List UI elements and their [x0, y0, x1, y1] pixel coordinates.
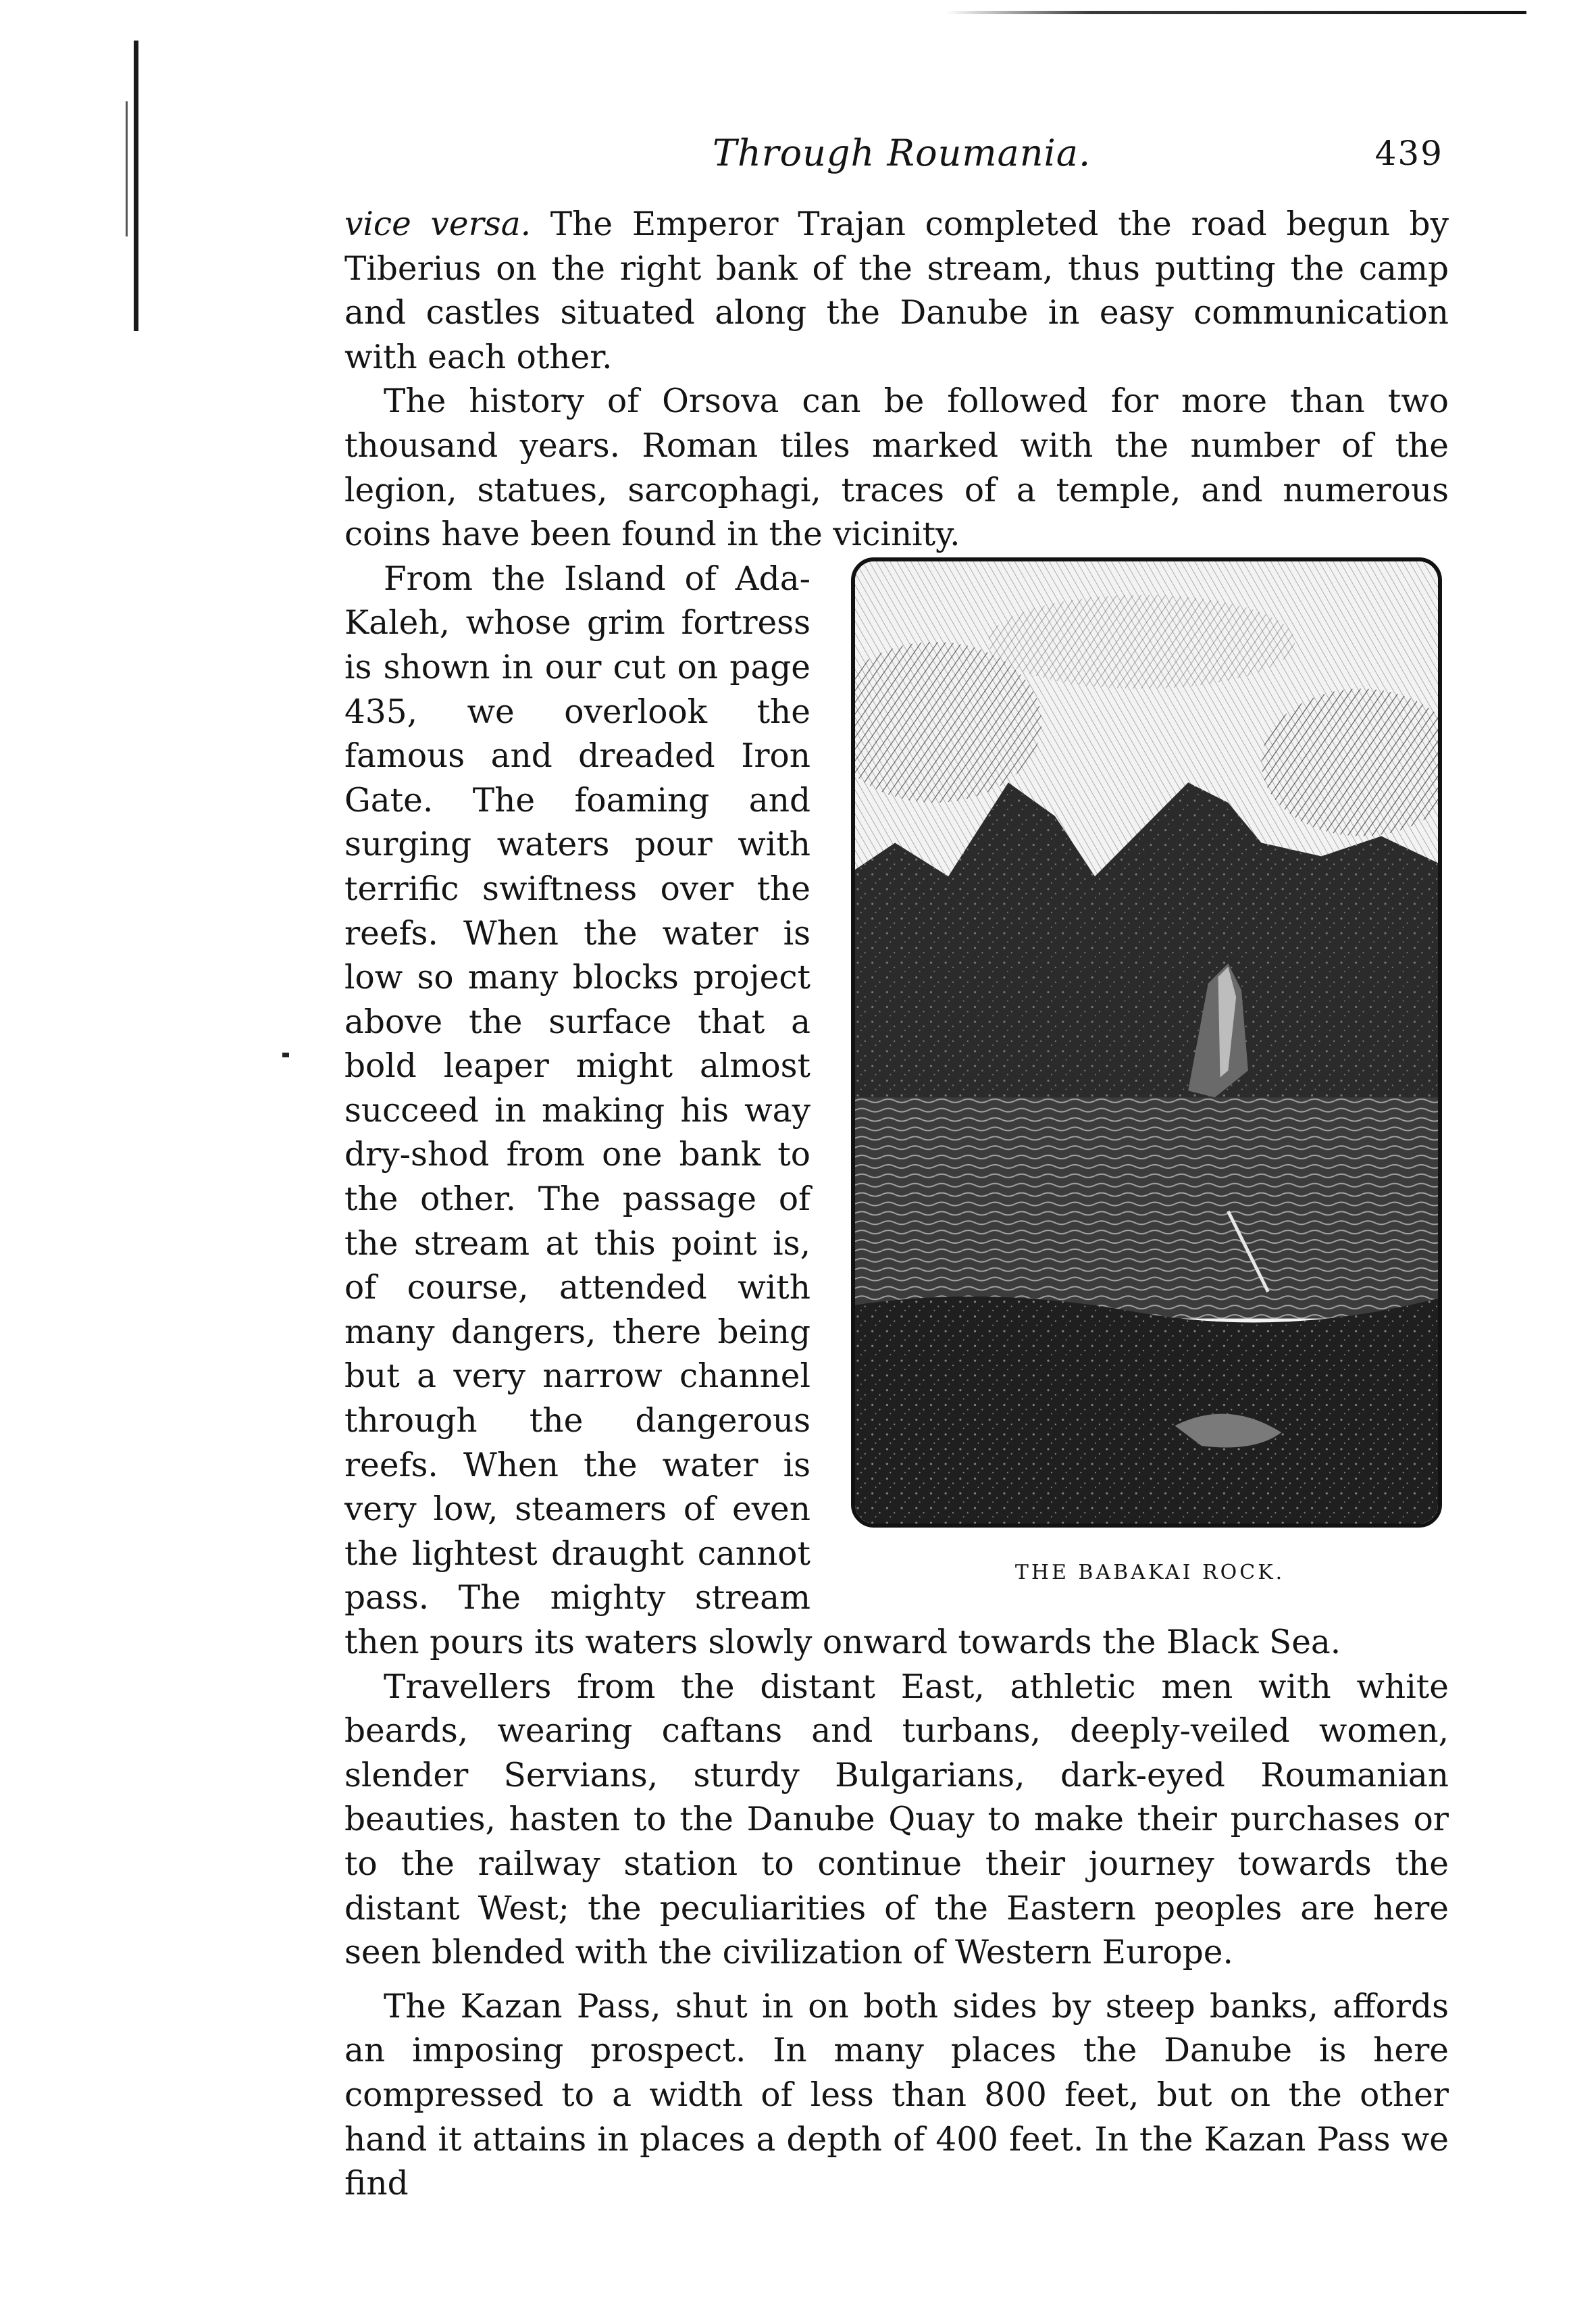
- page-header: [344, 130, 1449, 191]
- paragraph-3: From the Island of Ada-Kaleh, whose grim fortress is shown in our cut on page 435, we overlook the famous and dreaded Iron Gate. The foaming and surging waters pour with terrific swiftness over the reefs. When the water is low so many blocks project above the surface that a bold leaper might almost succeed in making his way dry-shod from one bank to the other. The passage of the stream at this point is, of course, attended with many dangers, there being but a very narrow channel through the dangerous reefs. When the water is very low, steamers of even the lightest draught cannot pass. The mighty stream then pours its waters slowly onward towards the Black Sea.: [344, 559, 1341, 1661]
- paragraph-1: [344, 203, 1449, 380]
- paragraph-gap: [344, 1976, 1449, 1985]
- paragraph-1-italic: vice versa.: [344, 205, 532, 243]
- engraving-illustration: [851, 557, 1442, 1528]
- running-title: Through Roumania.: [713, 132, 1091, 174]
- engraving-svg: [855, 561, 1438, 1524]
- paragraph-1-text: The Emperor Trajan completed the road begun by Tiberius on the right bank of the stream, thus putting the camp and castles situated along the Danube in easy communication with each other.: [344, 205, 1449, 376]
- binding-edge-mark-secondary: [126, 101, 128, 236]
- cloud-top: [988, 595, 1295, 688]
- figure-caption: THE BABAKAI ROCK.: [1014, 1560, 1285, 1584]
- print-speck: [282, 1053, 289, 1057]
- shore-texture: [855, 1297, 1438, 1524]
- page-number: 439: [1374, 134, 1443, 173]
- paragraph-2: The history of Orsova can be followed for more than two thousand years. Roman tiles marked with the number of the legion, statues, sarcophagi, traces of a temple, and numerous coins have been found in the vicinity.: [344, 382, 1449, 554]
- figure-babakai-rock: [851, 557, 1449, 1601]
- paragraph-5: The Kazan Pass, shut in on both sides by steep banks, affords an imposing prospect. In many places the Danube is here compressed to a width of less than 800 feet, but on the other hand it attains in places a depth of 400 feet. In the Kazan Pass we find: [344, 1987, 1449, 2203]
- body-text: [344, 203, 1449, 2207]
- paragraph-4: Travellers from the distant East, athletic men with white beards, wearing caftans and turbans, deeply-veiled women, slender Servians, sturdy Bulgarians, dark-eyed Roumanian beauties, hasten to the Danube Quay to make their purchases or to the railway station to continue their journey towards the distant West; the peculiarities of the Eastern peoples are here seen blended with the civilization of Western Europe.: [344, 1667, 1449, 1972]
- binding-edge-mark: [134, 41, 138, 331]
- river-ripples: [855, 1097, 1438, 1318]
- scan-edge-line: [946, 11, 1526, 14]
